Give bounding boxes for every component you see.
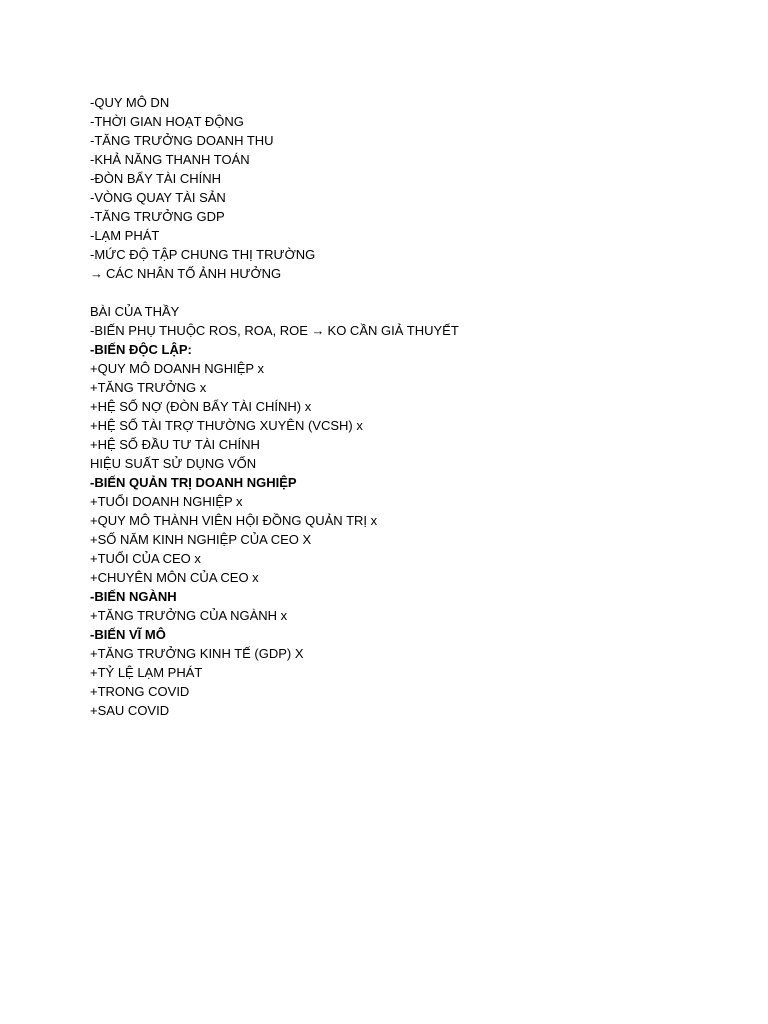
macro-variable-item: +TỶ LỆ LẠM PHÁT <box>90 665 203 680</box>
governance-variables-heading: -BIẾN QUẢN TRỊ DOANH NGHIỆP <box>90 475 297 490</box>
independent-variable-item: +HỆ SỐ ĐẦU TƯ TÀI CHÍNH <box>90 437 260 452</box>
independent-variable-item: +QUY MÔ DOANH NGHIỆP x <box>90 361 264 376</box>
macro-variable-item: +TRONG COVID <box>90 684 190 699</box>
factor-item: -VÒNG QUAY TÀI SẢN <box>90 190 226 205</box>
factor-item: -QUY MÔ DN <box>90 95 170 110</box>
independent-variable-item: +HỆ SỐ NỢ (ĐÒN BẨY TÀI CHÍNH) x <box>90 399 312 414</box>
industry-variable-item: +TĂNG TRƯỞNG CỦA NGÀNH x <box>90 608 288 623</box>
dependent-variable-text: -BIẾN PHỤ THUỘC ROS, ROA, ROE <box>90 323 308 338</box>
factor-item: -MỨC ĐỘ TẬP CHUNG THỊ TRƯỜNG <box>90 247 316 262</box>
industry-variables-heading: -BIẾN NGÀNH <box>90 589 177 604</box>
independent-variables-heading: -BIẾN ĐỘC LẬP: <box>90 342 192 357</box>
factor-item: -LẠM PHÁT <box>90 228 160 243</box>
macro-variable-item: +SAU COVID <box>90 703 170 718</box>
document-body <box>90 93 730 720</box>
independent-variable-item: HIỆU SUẤT SỬ DỤNG VỐN <box>90 456 257 471</box>
factor-item: -KHẢ NĂNG THANH TOÁN <box>90 152 250 167</box>
governance-variable-item: +QUY MÔ THÀNH VIÊN HỘI ĐỒNG QUẢN TRỊ x <box>90 513 378 528</box>
factor-item: -THỜI GIAN HOẠT ĐỘNG <box>90 114 244 129</box>
dependent-variable-note: KO CẦN GIẢ THUYẾT <box>327 323 459 338</box>
blank-line <box>90 283 730 302</box>
arrow-right-icon: → <box>90 266 103 281</box>
section-heading: BÀI CỦA THẦY <box>90 304 180 319</box>
governance-variable-item: +SỐ NĂM KINH NGHIỆP CỦA CEO X <box>90 532 312 547</box>
dependent-variable-line <box>90 321 730 340</box>
governance-variable-item: +CHUYÊN MÔN CỦA CEO x <box>90 570 259 585</box>
independent-variable-item: +HỆ SỐ TÀI TRỢ THƯỜNG XUYÊN (VCSH) x <box>90 418 363 433</box>
factor-item: -TĂNG TRƯỞNG GDP <box>90 209 225 224</box>
independent-variable-item: +TĂNG TRƯỞNG x <box>90 380 207 395</box>
factor-item: -TĂNG TRƯỞNG DOANH THU <box>90 133 274 148</box>
factor-item: -ĐÒN BẨY TÀI CHÍNH <box>90 171 221 186</box>
conclusion-line <box>90 264 730 283</box>
macro-variables-heading: -BIẾN VĨ MÔ <box>90 627 166 642</box>
arrow-right-icon: → <box>311 323 325 338</box>
macro-variable-item: +TĂNG TRƯỞNG KINH TẾ (GDP) X <box>90 646 304 661</box>
conclusion-text: CÁC NHÂN TỐ ẢNH HƯỞNG <box>106 266 282 281</box>
governance-variable-item: +TUỔI CỦA CEO x <box>90 551 201 566</box>
governance-variable-item: +TUỔI DOANH NGHIỆP x <box>90 494 243 509</box>
